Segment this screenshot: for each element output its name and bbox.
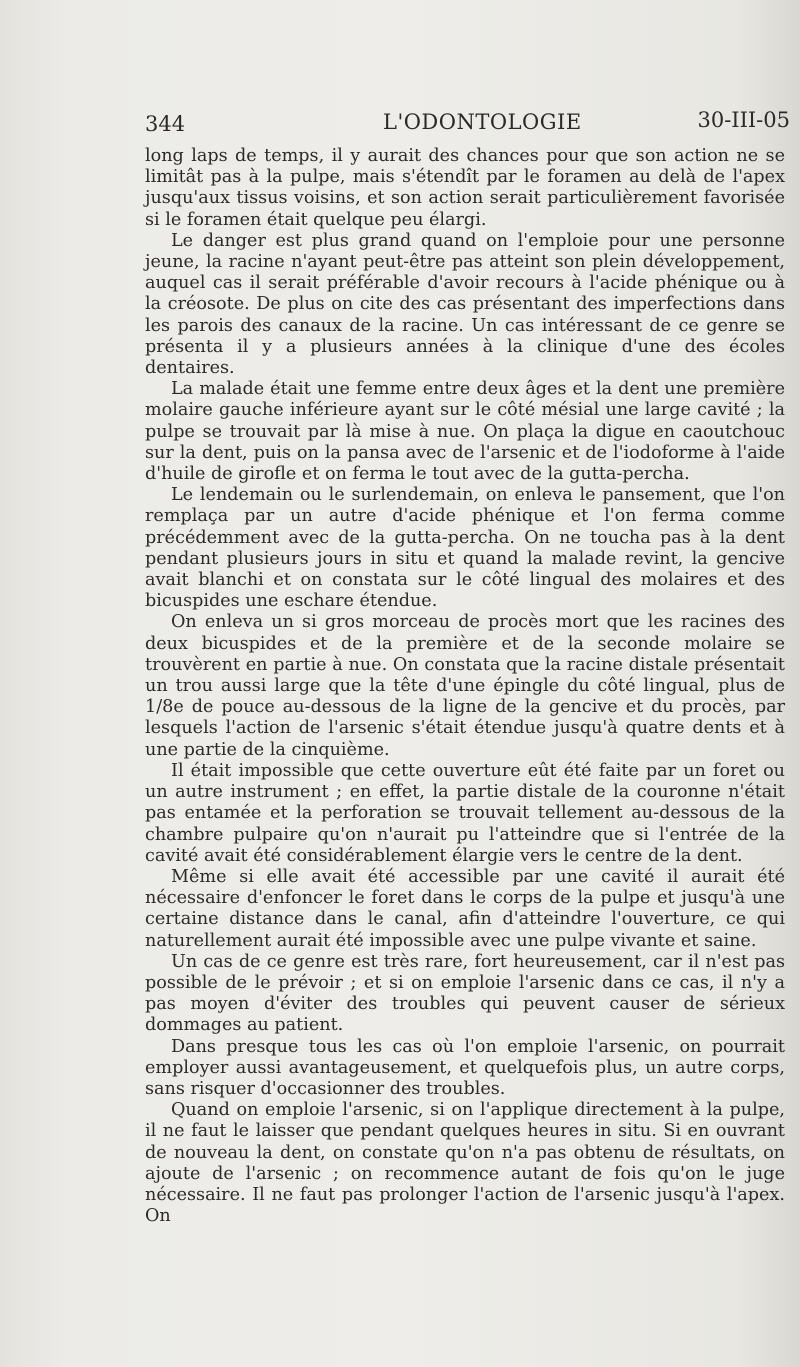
paragraph: Un cas de ce genre est très rare, fort heureusement, car il n'est pas possible de le prévoir ; et si on emploie l'arsenic dans ce cas, il n'y a pas moyen d'éviter des troubles qui peuvent causer de sérieux dommages au patient.: [145, 951, 785, 1036]
paragraph: Même si elle avait été accessible par une cavité il aurait été nécessaire d'enfoncer le foret dans le corps de la pulpe et jusqu'à une certaine distance dans le canal, afin d'atteindre l'ouverture, ce qui naturellement aurait été impossible avec une pulpe vivante et saine.: [145, 866, 785, 951]
issue-date: 30-III-05: [697, 108, 790, 132]
paragraph: La malade était une femme entre deux âges et la dent une première molaire gauche inférieure ayant sur le côté mésial une large cavité ; la pulpe se trouvait par là mise à nue. On plaça la digue en caoutchouc sur la dent, puis on la pansa avec de l'arsenic et de l'iodoforme à l'aide d'huile de girofle et on ferma le tout avec de la gutta-percha.: [145, 379, 785, 485]
paragraph: Dans presque tous les cas où l'on emploie l'arsenic, on pourrait employer aussi avantageusement, et quelquefois plus, un autre corps, sans risquer d'occasionner des troubles.: [145, 1036, 785, 1099]
paragraph: Le lendemain ou le surlendemain, on enleva le pansement, que l'on remplaça par un autre d'acide phénique et l'on ferma comme précédemment avec de la gutta-percha. On ne toucha pas à la dent pendant plusieurs jours in situ et quand la malade revint, la gencive avait blanchi et on constata sur le côté lingual des molaires et des bicuspides une eschare étendue.: [145, 485, 785, 612]
paragraph: Il était impossible que cette ouverture eût été faite par un foret ou un autre instrument ; en effet, la partie distale de la couronne n'était pas entamée et la perforation se trouvait tellement au-dessous de la chambre pulpaire qu'on n'aurait pu l'atteindre que si l'entrée de la cavité avait été considérablement élargie vers le centre de la dent.: [145, 760, 785, 866]
running-header: [145, 108, 790, 140]
page-number: 344: [145, 112, 186, 136]
paragraph: Quand on emploie l'arsenic, si on l'applique directement à la pulpe, il ne faut le laisser que pendant quelques heures in situ. Si en ouvrant de nouveau la dent, on constate qu'on n'a pas obtenu de résultats, on ajoute de l'arsenic ; on recommence autant de fois qu'on le juge nécessaire. Il ne faut pas prolonger l'action de l'arsenic jusqu'à l'apex. On: [145, 1100, 785, 1227]
body-text: [145, 146, 785, 1227]
paragraph: long laps de temps, il y aurait des chances pour que son action ne se limitât pas à la pulpe, mais s'étendît par le foramen au delà de l'apex jusqu'aux tissus voisins, et son action serait particulièrement favorisée si le foramen était quelque peu élargi.: [145, 146, 785, 230]
paragraph: On enleva un si gros morceau de procès mort que les racines des deux bicuspides et de la première et de la seconde molaire se trouvèrent en partie à nue. On constata que la racine distale présentait un trou aussi large que la tête d'une épingle du côté lingual, plus de 1/8e de pouce au-dessous de la ligne de la gencive et du procès, par lesquels l'action de l'arsenic s'était étendue jusqu'à quatre dents et à une partie de la cinquième.: [145, 612, 785, 760]
journal-title: L'ODONTOLOGIE: [383, 110, 582, 134]
paragraph: Le danger est plus grand quand on l'emploie pour une personne jeune, la racine n'ayant peut-être pas atteint son plein développement, auquel cas il serait préférable d'avoir recours à l'acide phénique ou à la créosote. De plus on cite des cas présentant des imperfections dans les parois des canaux de la racine. Un cas intéressant de ce genre se présenta il y a plusieurs années à la clinique d'une des écoles dentaires.: [145, 230, 785, 379]
